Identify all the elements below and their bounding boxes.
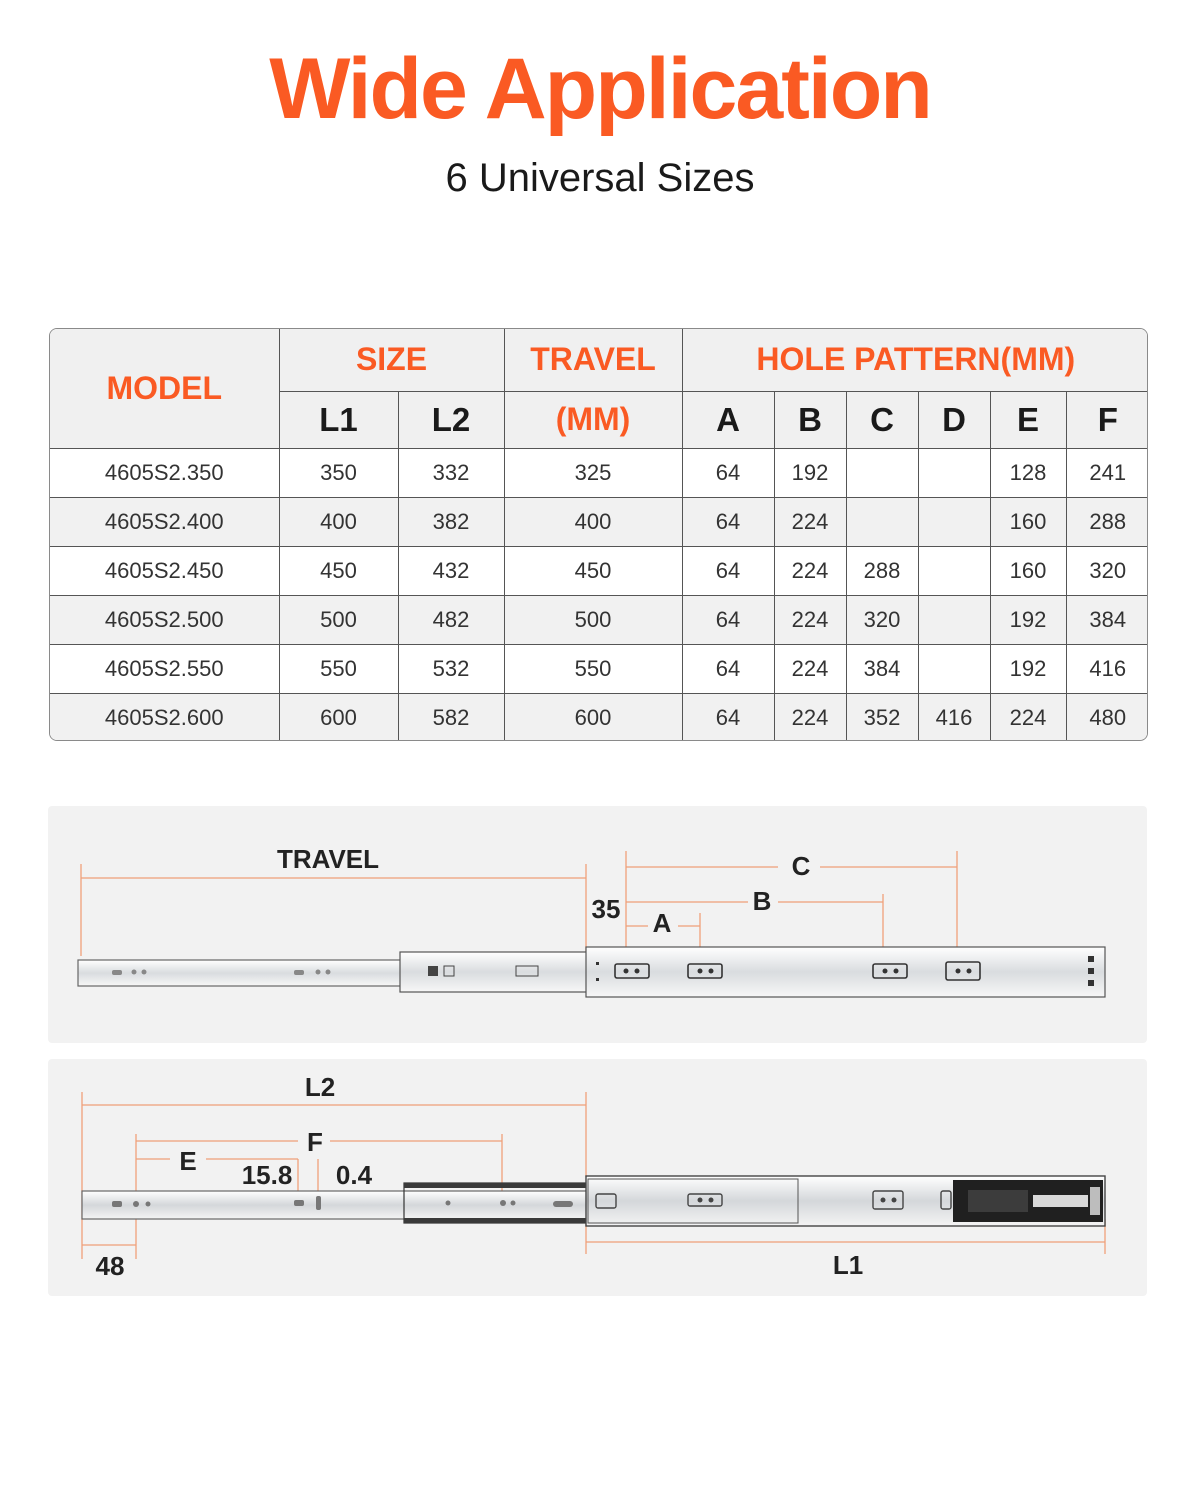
slide-extended-diagram [48, 806, 1147, 1043]
cell-b: 224 [774, 595, 846, 644]
cell-e: 192 [990, 644, 1066, 693]
cell-d [918, 546, 990, 595]
cell-c: 384 [846, 644, 918, 693]
cell-travel: 550 [504, 644, 682, 693]
cell-model: 4605S2.450 [50, 546, 279, 595]
cell-travel: 600 [504, 693, 682, 741]
label-travel: TRAVEL [276, 844, 380, 874]
cell-l1: 400 [279, 497, 398, 546]
cell-d [918, 497, 990, 546]
cell-f: 288 [1066, 497, 1148, 546]
cell-b: 192 [774, 448, 846, 497]
cell-model: 4605S2.350 [50, 448, 279, 497]
cell-e: 128 [990, 448, 1066, 497]
cell-model: 4605S2.600 [50, 693, 279, 741]
latch-clip [1090, 1187, 1100, 1215]
cell-a: 64 [682, 644, 774, 693]
label-f: F [307, 1127, 323, 1157]
cell-a: 64 [682, 497, 774, 546]
outer-rail [586, 947, 1105, 997]
header-e: E [990, 391, 1066, 448]
inner-rail [78, 960, 408, 986]
diagram-length-panel [48, 1059, 1147, 1296]
table-row [50, 644, 1148, 693]
header-travel-unit: (MM) [504, 391, 682, 448]
label-0-4: 0.4 [335, 1160, 373, 1190]
ball-retainer-top [404, 1183, 594, 1188]
damper-rod [1033, 1195, 1088, 1207]
table-row [50, 497, 1148, 546]
cell-e: 192 [990, 595, 1066, 644]
cell-a: 64 [682, 448, 774, 497]
cell-l2: 582 [398, 693, 504, 741]
spec-table [49, 328, 1148, 741]
cell-d: 416 [918, 693, 990, 741]
header-d: D [918, 391, 990, 448]
header-l2: L2 [398, 391, 504, 448]
cell-l2: 532 [398, 644, 504, 693]
label-l2: L2 [304, 1072, 336, 1102]
cell-c [846, 448, 918, 497]
cell-l1: 450 [279, 546, 398, 595]
ball-retainer-bottom [404, 1218, 594, 1223]
label-35: 35 [591, 894, 621, 924]
cell-travel: 500 [504, 595, 682, 644]
cell-f: 384 [1066, 595, 1148, 644]
cell-b: 224 [774, 644, 846, 693]
header-travel: TRAVEL [504, 329, 682, 391]
diagram-travel-panel [48, 806, 1147, 1043]
cell-l1: 550 [279, 644, 398, 693]
cell-d [918, 595, 990, 644]
cell-e: 160 [990, 546, 1066, 595]
inner-rail [82, 1191, 602, 1219]
cell-c: 320 [846, 595, 918, 644]
cell-l2: 432 [398, 546, 504, 595]
cell-e: 160 [990, 497, 1066, 546]
header-model: MODEL [50, 329, 279, 448]
header-size: SIZE [279, 329, 504, 391]
cell-l1: 500 [279, 595, 398, 644]
cell-c: 288 [846, 546, 918, 595]
page-subtitle: 6 Universal Sizes [445, 156, 755, 200]
page-title: Wide Application [269, 41, 931, 137]
label-15-8: 15.8 [241, 1160, 293, 1190]
header-b: B [774, 391, 846, 448]
cell-model: 4605S2.550 [50, 644, 279, 693]
label-c: C [791, 851, 811, 881]
table-row [50, 693, 1148, 741]
cell-l2: 482 [398, 595, 504, 644]
cell-a: 64 [682, 595, 774, 644]
cell-l1: 600 [279, 693, 398, 741]
cell-e: 224 [990, 693, 1066, 741]
label-e: E [179, 1146, 197, 1176]
label-a: A [652, 908, 672, 938]
cell-travel: 325 [504, 448, 682, 497]
table-row [50, 448, 1148, 497]
cell-f: 320 [1066, 546, 1148, 595]
cell-travel: 400 [504, 497, 682, 546]
cell-c: 352 [846, 693, 918, 741]
cell-f: 480 [1066, 693, 1148, 741]
cell-b: 224 [774, 693, 846, 741]
cell-travel: 450 [504, 546, 682, 595]
label-b: B [752, 886, 772, 916]
cell-c [846, 497, 918, 546]
cell-a: 64 [682, 693, 774, 741]
cell-d [918, 644, 990, 693]
cell-f: 241 [1066, 448, 1148, 497]
header-a: A [682, 391, 774, 448]
label-48: 48 [95, 1251, 125, 1281]
cell-d [918, 448, 990, 497]
damper-body [968, 1190, 1028, 1212]
cell-model: 4605S2.400 [50, 497, 279, 546]
header-hole-pattern: HOLE PATTERN(MM) [682, 329, 1148, 391]
cell-b: 224 [774, 497, 846, 546]
cell-l2: 382 [398, 497, 504, 546]
cell-b: 224 [774, 546, 846, 595]
label-l1: L1 [832, 1250, 864, 1280]
table-row [50, 595, 1148, 644]
cell-a: 64 [682, 546, 774, 595]
cell-l2: 332 [398, 448, 504, 497]
cell-l1: 350 [279, 448, 398, 497]
header-c: C [846, 391, 918, 448]
table-row [50, 546, 1148, 595]
cell-f: 416 [1066, 644, 1148, 693]
header-l1: L1 [279, 391, 398, 448]
cell-model: 4605S2.500 [50, 595, 279, 644]
header-f: F [1066, 391, 1148, 448]
slide-collapsed-diagram [48, 1059, 1147, 1296]
